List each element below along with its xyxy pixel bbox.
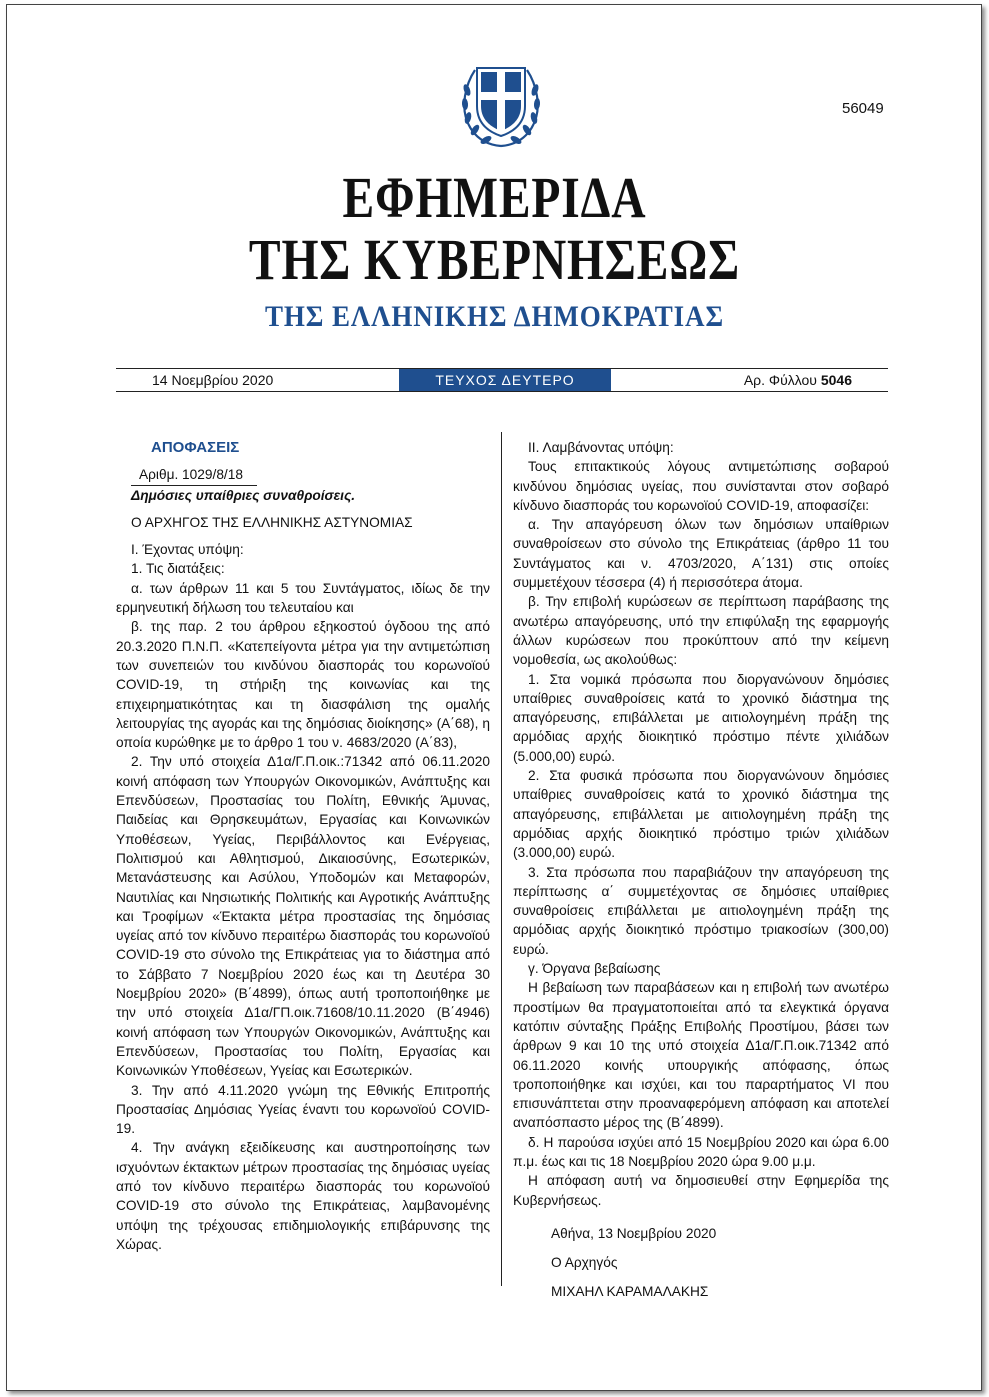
- paragraph: Η βεβαίωση των παραβάσεων και η επιβολή των ανωτέρω προστίμων θα πραγματοποιείται από τα ελεγκτικά όργανα κατόπιν σύνταξης Πράξης Επιβολής Προστίμου, βάσει των άρθρων 9 και 10 της υπό στοιχεία Δ1α/Γ.Π.οικ.71342 από 06.11.2020 κοινής υπουργικής απόφασης, όπως τροποποιήθηκε και ισχύει, και του παραρτήματος VI που επισυνάπτεται στην προαναφερόμενη απόφαση και αποτελεί αναπόσπαστο μέρος της (Β΄4899).: [513, 980, 889, 1131]
- signature-name: ΜΙΧΑΗΛ ΚΑΡΑΜΑΛΑΚΗΣ: [551, 1284, 709, 1300]
- paragraph: ΙΙ. Λαμβάνοντας υπόψη:: [528, 440, 674, 455]
- decision-subject: Δημόσιες υπαίθριες συναθροίσεις.: [131, 487, 356, 503]
- right-column: [513, 438, 889, 1302]
- issue-series: ΤΕΥΧΟΣ ΔΕΥΤΕΡΟ: [399, 369, 611, 391]
- issue-date: 14 Νοεμβρίου 2020: [152, 372, 274, 388]
- issue-info-bar: [116, 368, 888, 392]
- section-title: ΑΠΟΦΑΣΕΙΣ: [151, 439, 240, 456]
- sheet-label: Αρ. Φύλλου: [743, 372, 817, 388]
- paragraph: 1. Στα νομικά πρόσωπα που διοργανώνουν δημόσιες υπαίθριες συναθροίσεις κατά το χρονικό διάστημα της απαγόρευσης, επιβάλλεται με αιτιολογημένη πράξη της αρμόδιας αρχής διοικητικό πρόστιμο πέντε χιλιάδων (5.000,00) ευρώ.: [513, 671, 889, 764]
- paragraph: Ι. Έχοντας υπόψη:: [131, 542, 244, 558]
- paragraph: 2. Στα φυσικά πρόσωπα που διοργανώνουν δημόσιες υπαίθριες συναθροίσεις κατά το χρονικό διάστημα της απαγόρευσης, επιβάλλεται με αιτιολογημένη πράξη της αρμόδιας αρχής διοικητικό πρόστιμο τριών χιλιάδων (3.000,00) ευρώ.: [513, 768, 889, 861]
- signature-role: Ο Αρχηγός: [551, 1255, 618, 1271]
- paragraph: 2. Την υπό στοιχεία Δ1α/Γ.Π.οικ.:71342 από 06.11.2020 κοινή απόφαση των Υπουργών Οικονομικών, Ανάπτυξης και Επενδύσεων, Προστασίας του Πολίτη, Εθνικής Άμυνας, Παιδείας και Θρησκευμάτων, Εργασίας και Κοινωνικών Υποθέσεων, Υγείας, Περιβάλλοντος και Ενέργειας, Πολιτισμού και Αθλητισμού, Δικαιοσύνης, Εσωτερικών, Μετανάστευσης και Ασύλου, Υποδομών και Μεταφορών, Ναυτιλίας και Νησιωτικής Πολιτικής και Αγροτικής Ανάπτυξης και Τροφίμων «Έκτακτα μέτρα προστασίας της δημόσιας υγείας από τον κίνδυνο περαιτέρω διασποράς του κορωνοϊού COVID-19 στο σύνολο της Επικράτειας για το διάστημα από το Σάββατο 7 Νοεμβρίου 2020 έως και τη Δευτέρα 30 Νοεμβρίου 2020» (Β΄4899), όπως αυτή τροποποιήθηκε με την υπό στοιχεία Δ1α/ΓΠ.οικ.71608/10.11.2020 (Β΄4946) κοινή απόφαση των Υπουργών Οικονομικών, Ανάπτυξης και Επενδύσεων, Προστασίας του Πολίτη, Εργασίας και Κοινωνικών Υποθέσεων, Υγείας και Εσωτερικών.: [116, 754, 490, 1079]
- sheet-number: [744, 372, 852, 388]
- sheet-number-value: 5046: [820, 372, 852, 388]
- paragraph: Τους επιτακτικούς λόγους αντιμετώπισης σοβαρού κινδύνου δημόσιας υγείας, που συνίστανται στον σοβαρό κίνδυνο διασποράς του κορωνοϊού COVID-19, αποφασίζει:: [513, 459, 889, 513]
- paragraph: β. της παρ. 2 του άρθρου εξηκοστού όγδοου της από 20.3.2020 Π.Ν.Π. «Κατεπείγοντα μέτρα για την αντιμετώπιση των συνεπειών του κινδύνου διασποράς του κορωνοϊού COVID-19, τη στήριξη της κοινωνίας και της επιχειρηματικότητας και τη διασφάλιση της ομαλής λειτουργίας της αγοράς και της δημόσιας διοίκησης» (Α΄68), η οποία κυρώθηκε με το άρθρο 1 του ν. 4683/2020 (Α΄83),: [116, 619, 490, 751]
- column-divider: [501, 432, 502, 1286]
- paragraph: 1. Τις διατάξεις:: [131, 561, 225, 577]
- paragraph: Η απόφαση αυτή να δημοσιευθεί στην Εφημερίδα της Κυβερνήσεως.: [513, 1173, 889, 1208]
- decision-issuer: Ο ΑΡΧΗΓΟΣ ΤΗΣ ΕΛΛΗΝΙΚΗΣ ΑΣΤΥΝΟΜΙΑΣ: [131, 514, 413, 530]
- greek-coat-of-arms-icon: [453, 56, 549, 152]
- paragraph: α. των άρθρων 11 και 5 του Συντάγματος, ιδίως δε την ερμηνευτική δήλωση του τελευταίου και: [116, 580, 490, 616]
- paragraph: 3. Την από 4.11.2020 γνώμη της Εθνικής Επιτροπής Προστασίας Δημόσιας Υγείας έναντι του κορωνοϊού COVID-19.: [116, 1082, 490, 1137]
- paragraph: β. Την επιβολή κυρώσεων σε περίπτωση παράβασης της ανωτέρω απαγόρευσης, υπό την επιφύλαξη της εφαρμογής άλλων κυρώσεων που προκύπτουν από την κείμενη νομοθεσία, ως ακολούθως:: [513, 594, 889, 668]
- masthead-republic: ΤΗΣ ΕΛΛΗΝΙΚΗΣ ΔΗΜΟΚΡΑΤΙΑΣ: [264, 300, 725, 333]
- decision-number: Αριθμ. 1029/8/18: [131, 465, 257, 485]
- page-number: 56049: [842, 100, 884, 117]
- paragraph: α. Την απαγόρευση όλων των δημόσιων υπαίθριων συναθροίσεων στο σύνολο της Επικράτειας (άρθρο 11 του Συντάγματος και ν. 4703/2020, Α΄131) στις οποίες συμμετέχουν τέσσερα (4) ή περισσότερα άτομα.: [513, 517, 889, 591]
- masthead-title: ΕΦΗΜΕΡΙΔΑ: [342, 165, 647, 230]
- masthead-subtitle: ΤΗΣ ΚΥΒΕΡΝΗΣΕΩΣ: [248, 227, 741, 292]
- paragraph: 4. Την ανάγκη εξειδίκευσης και αυστηροποίησης των ισχυόντων έκτακτων μέτρων προστασίας της δημόσιας υγείας από τον κίνδυνο περαιτέρω διασποράς του κορωνοϊού COVID-19 στο σύνολο της Επικράτειας, λαμβανομένης υπόψη της τρέχουσας επιδημιολογικής επιβάρυνσης της Χώρας.: [116, 1140, 490, 1252]
- paragraph: δ. Η παρούσα ισχύει από 15 Νοεμβρίου 2020 και ώρα 6.00 π.μ. έως και τις 18 Νοεμβρίου 2020 ώρα 9.00 μ.μ.: [513, 1134, 889, 1169]
- signature-place-date: Αθήνα, 13 Νοεμβρίου 2020: [551, 1225, 717, 1241]
- paragraph: γ. Όργανα βεβαίωσης: [528, 961, 661, 977]
- left-column: [116, 438, 490, 1254]
- paragraph: 3. Στα πρόσωπα που παραβιάζουν την απαγόρευση της περίπτωσης α΄ συμμετέχοντας σε δημόσιες υπαίθριες συναθροίσεις επιβάλλεται με αιτιολογημένη πράξη της αρμόδιας αρχής διοικητικό πρόστιμο τριακοσίων (300,00) ευρώ.: [513, 864, 889, 957]
